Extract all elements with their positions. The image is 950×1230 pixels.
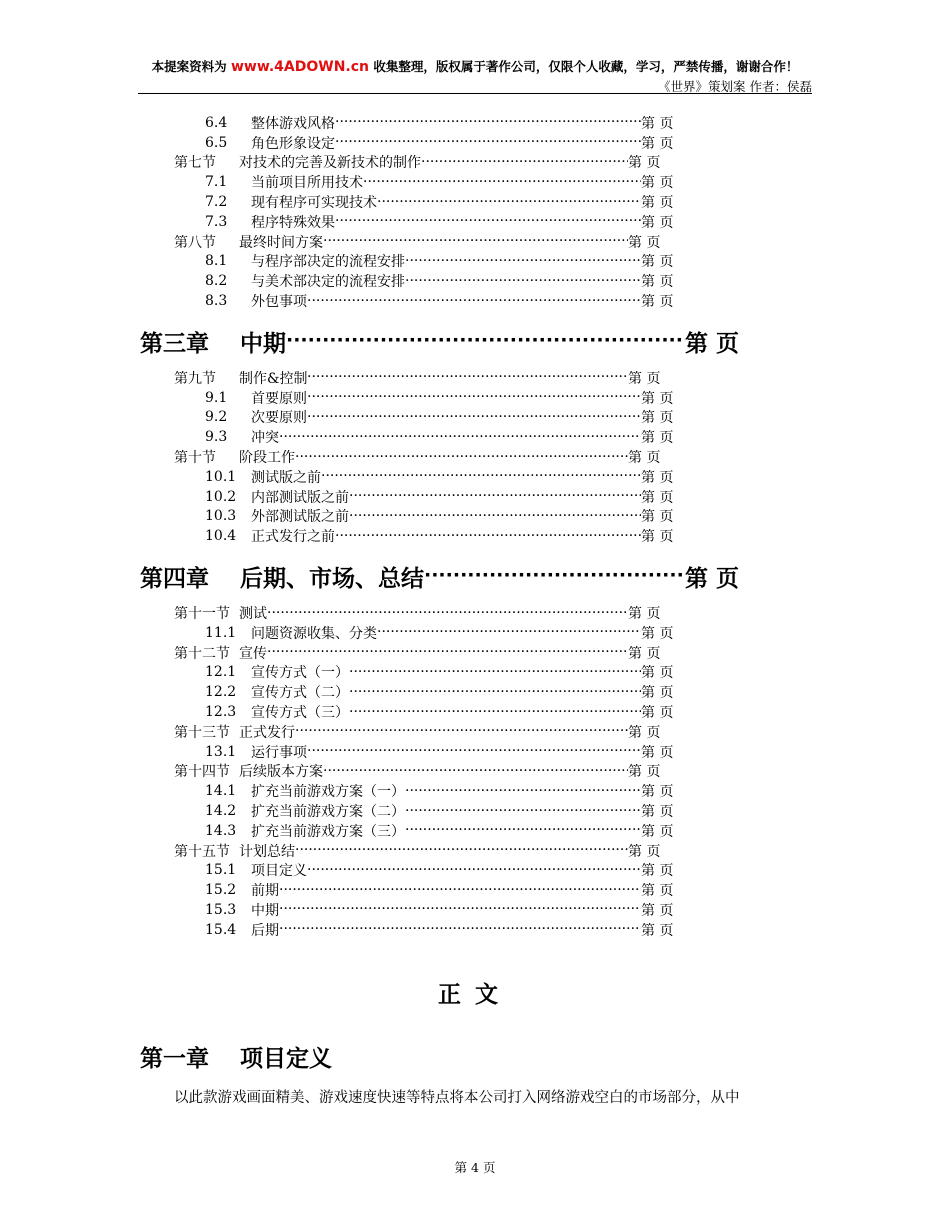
- toc-entry-title: 次要原则: [251, 410, 307, 427]
- toc-entry[interactable]: [0, 722, 950, 742]
- toc-entry-title: 测试版之前: [251, 469, 321, 486]
- toc-leader-dots: [377, 623, 641, 642]
- toc-entry-number: 8.1: [205, 253, 228, 270]
- toc-entry-title: 外部测试版之前: [251, 509, 349, 526]
- toc-entry[interactable]: [0, 467, 950, 487]
- toc-entry-title: 程序特殊效果: [251, 214, 335, 231]
- toc-entry[interactable]: [0, 113, 950, 133]
- toc-entry-number: 15.1: [205, 862, 237, 879]
- toc-entry-page: 第 页: [641, 902, 674, 919]
- toc-leader-dots: [335, 527, 641, 546]
- document-title: 《世界》策划案 作者：侯磊: [658, 79, 812, 94]
- toc-entry-title: 后续版本方案: [239, 764, 323, 781]
- toc-entry-page: 第 页: [628, 450, 661, 467]
- toc-entry[interactable]: [0, 172, 950, 192]
- toc-entry-page: 第 页: [641, 509, 674, 526]
- toc-entry[interactable]: [0, 252, 950, 272]
- toc-entry-title: 制作&控制: [239, 370, 308, 387]
- toc-entry[interactable]: [0, 920, 950, 940]
- toc-entry-number: 第十节: [174, 450, 216, 467]
- toc-entry-page: 第 页: [628, 155, 661, 172]
- toc-entry[interactable]: [0, 291, 950, 311]
- toc-entry-number: 第十三节: [174, 724, 230, 741]
- body-paragraph: 以此款游戏画面精美、游戏速度快速等特点将本公司打入网络游戏空白的市场部分，从中: [174, 1090, 740, 1106]
- toc-entry-page: 第 页: [628, 724, 661, 741]
- toc-leader-dots: [349, 703, 641, 722]
- toc-entry-number: 第十五节: [174, 843, 230, 860]
- toc-entry[interactable]: [0, 623, 950, 643]
- toc-entry-number: 15.3: [205, 901, 237, 918]
- toc-entry-page: 第 页: [641, 863, 674, 880]
- toc-entry-number: 8.3: [205, 293, 228, 310]
- toc-entry[interactable]: [0, 133, 950, 153]
- toc-entry[interactable]: [0, 603, 950, 623]
- toc-entry[interactable]: [0, 821, 950, 841]
- toc-entry[interactable]: [0, 271, 950, 291]
- toc-chapter-title: 后期、市场、总结: [240, 566, 424, 593]
- toc-leader-dots: [323, 232, 628, 251]
- toc-leader-dots: [349, 663, 641, 682]
- toc-entry-page: 第 页: [628, 843, 661, 860]
- toc-entry[interactable]: [0, 861, 950, 881]
- toc-entry-number: 6.4: [205, 114, 228, 131]
- toc-entry-page: 第 页: [628, 764, 661, 781]
- toc-entry-page: 第 页: [641, 705, 674, 722]
- toc-entry[interactable]: [0, 526, 950, 546]
- toc-entry-number: 14.1: [205, 783, 237, 800]
- toc-entry-number: 9.3: [205, 429, 228, 446]
- toc-entry[interactable]: [0, 487, 950, 507]
- toc-entry[interactable]: [0, 643, 950, 663]
- toc-leader-dots: [307, 742, 641, 761]
- toc-entry-number: 10.3: [205, 508, 237, 525]
- toc-leader-dots: [421, 153, 628, 172]
- toc-entry-page: 第 页: [628, 645, 661, 662]
- toc-entry[interactable]: [0, 408, 950, 428]
- toc-entry[interactable]: [0, 682, 950, 702]
- toc-entry-number: 7.3: [205, 213, 228, 230]
- toc-entry-page: 第 页: [641, 883, 674, 900]
- toc-leader-dots: [363, 173, 641, 192]
- toc-entry[interactable]: [0, 192, 950, 212]
- toc-entry-page: 第 页: [628, 606, 661, 623]
- toc-entry-page: 第 页: [641, 625, 674, 642]
- toc-entry-title: 角色形象设定: [251, 135, 335, 152]
- main-heading: 正文: [438, 982, 512, 1008]
- toc-leader-dots: [377, 193, 641, 212]
- toc-chapter-number: 第三章: [140, 330, 209, 357]
- toc-entry-number: 15.4: [205, 921, 237, 938]
- toc-entry-number: 9.1: [205, 389, 228, 406]
- toc-leader-dots: [307, 292, 641, 311]
- toc-entry-number: 13.1: [205, 743, 237, 760]
- toc-leader-dots: [335, 133, 641, 152]
- toc-entry-page: 第 页: [641, 175, 674, 192]
- toc-entry-title: 最终时间方案: [239, 234, 323, 251]
- toc-entry-title: 问题资源收集、分类: [251, 625, 377, 642]
- toc-entry-number: 15.2: [205, 882, 237, 899]
- toc-entry-page: 第 页: [641, 804, 674, 820]
- toc-entry[interactable]: [0, 663, 950, 683]
- toc-entry-page: 第 页: [641, 195, 674, 212]
- toc-entry[interactable]: [0, 388, 950, 408]
- toc-entry-title: 扩充当前游戏方案（一）: [251, 784, 405, 801]
- toc-leader-dots: [321, 467, 641, 486]
- toc-leader-dots: [307, 388, 641, 407]
- toc-entry-number: 12.1: [205, 664, 237, 681]
- toc-entry[interactable]: [0, 153, 950, 173]
- toc-entry-number: 8.2: [205, 273, 228, 290]
- toc-entry-title: 冲突: [251, 430, 279, 447]
- toc-entry-title: 后期: [251, 922, 279, 939]
- toc-leader-dots: [405, 272, 641, 291]
- toc-entry-page: 第 页: [641, 254, 674, 271]
- toc-leader-dots: [307, 408, 641, 427]
- toc-leader-dots: [279, 428, 641, 447]
- toc-entry-title: 对技术的完善及新技术的制作: [239, 155, 421, 172]
- toc-entry-page: 第 页: [641, 685, 674, 702]
- toc-leader-dots: [279, 900, 641, 919]
- toc-leader-dots: [349, 487, 641, 506]
- toc-entry-title: 测试: [239, 606, 267, 623]
- toc-entry-title: 整体游戏风格: [251, 115, 335, 132]
- toc-entry-title: 阶段工作: [239, 450, 295, 467]
- toc-chapter-page: 第 页: [685, 330, 740, 357]
- toc-entry-number: 7.1: [205, 174, 228, 191]
- toc-entry-number: 10.1: [205, 468, 237, 485]
- toc-entry-page: 第 页: [641, 665, 674, 682]
- toc-entry-number: 12.3: [205, 704, 237, 721]
- toc-entry-title: 与程序部决定的流程安排: [251, 254, 405, 271]
- toc-entry-number: 第九节: [174, 370, 216, 387]
- page-footer: 第 4 页: [454, 1160, 496, 1175]
- toc-entry-page: 第 页: [641, 823, 674, 840]
- toc-entry[interactable]: [0, 507, 950, 527]
- toc-entry[interactable]: [0, 368, 950, 388]
- toc-entry-page: 第 页: [641, 469, 674, 486]
- toc-entry-title: 扩充当前游戏方案（二）: [251, 804, 405, 820]
- toc-entry[interactable]: [0, 762, 950, 782]
- chapter-number: 第一章: [140, 1046, 209, 1072]
- toc-entry-page: 第 页: [641, 410, 674, 427]
- toc-entry[interactable]: [0, 742, 950, 762]
- toc-leader-dots: [335, 113, 641, 132]
- toc-entry-title: 与美术部决定的流程安排: [251, 274, 405, 291]
- toc-entry-page: 第 页: [641, 784, 674, 801]
- toc-leader-dots: [279, 920, 641, 939]
- toc-entry-title: 宣传方式（三）: [251, 705, 349, 722]
- toc-leader-dots: [279, 881, 641, 900]
- toc-entry[interactable]: [0, 841, 950, 861]
- toc-entry-title: 中期: [251, 902, 279, 919]
- page-header-notice: [0, 57, 950, 75]
- toc-entry-title: 宣传: [239, 645, 267, 662]
- notice-suffix: 收集整理，版权属于著作公司，仅限个人收藏，学习，严禁传播，谢谢合作！: [373, 59, 799, 74]
- toc-entry-page: 第 页: [641, 529, 674, 546]
- toc-entry-number: 14.3: [205, 822, 237, 839]
- toc-leader-dots: [405, 802, 641, 821]
- toc-leader-dots: [335, 212, 641, 231]
- toc-entry-number: 14.2: [205, 803, 237, 819]
- header-divider: [138, 93, 812, 94]
- toc-entry-page: 第 页: [641, 115, 674, 132]
- toc-chapter-entry[interactable]: [0, 546, 950, 603]
- table-of-contents: [0, 113, 950, 940]
- toc-entry-title: 首要原则: [251, 390, 307, 407]
- toc-entry-title: 宣传方式（二）: [251, 685, 349, 702]
- toc-entry-page: 第 页: [641, 744, 674, 761]
- toc-entry-title: 现有程序可实现技术: [251, 195, 377, 212]
- toc-leader-dots: [295, 448, 628, 467]
- toc-leader-dots: [405, 821, 641, 840]
- toc-leader-dots: [349, 507, 641, 526]
- toc-entry-number: 11.1: [205, 624, 237, 641]
- toc-entry-title: 内部测试版之前: [251, 489, 349, 506]
- chapter-title: 项目定义: [240, 1046, 332, 1072]
- toc-leader-dots: [424, 562, 685, 588]
- toc-entry[interactable]: [0, 900, 950, 920]
- toc-entry-number: 6.5: [205, 134, 228, 151]
- toc-entry-page: 第 页: [628, 234, 661, 251]
- toc-chapter-page: 第 页: [685, 566, 740, 593]
- toc-entry-title: 正式发行: [239, 724, 295, 741]
- toc-entry-number: 第八节: [174, 234, 216, 251]
- toc-entry[interactable]: [0, 781, 950, 801]
- toc-entry-number: 第十二节: [174, 645, 230, 662]
- toc-entry-number: 7.2: [205, 194, 228, 211]
- toc-entry-page: 第 页: [641, 214, 674, 231]
- toc-entry-title: 扩充当前游戏方案（三）: [251, 823, 405, 840]
- toc-entry-title: 项目定义: [251, 863, 307, 880]
- toc-entry-page: 第 页: [641, 274, 674, 291]
- toc-entry-number: 10.4: [205, 528, 237, 545]
- toc-entry[interactable]: [0, 212, 950, 232]
- toc-entry-title: 外包事项: [251, 294, 307, 311]
- toc-entry[interactable]: [0, 447, 950, 467]
- toc-entry-page: 第 页: [641, 430, 674, 447]
- toc-leader-dots: [307, 368, 628, 387]
- toc-entry-number: 第十四节: [174, 764, 230, 781]
- toc-entry[interactable]: [0, 427, 950, 447]
- toc-entry-title: 正式发行之前: [251, 529, 335, 546]
- toc-entry-number: 第十一节: [174, 606, 230, 623]
- chapter-heading: [140, 1040, 332, 1073]
- toc-leader-dots: [295, 722, 628, 741]
- toc-entry-title: 前期: [251, 883, 279, 900]
- toc-entry-number: 12.2: [205, 684, 237, 701]
- toc-leader-dots: [323, 762, 628, 781]
- toc-entry-number: 9.2: [205, 409, 228, 426]
- toc-chapter-number: 第四章: [140, 566, 209, 593]
- toc-entry-title: 当前项目所用技术: [251, 175, 363, 192]
- toc-chapter-entry[interactable]: [0, 311, 950, 368]
- toc-leader-dots: [295, 841, 628, 860]
- toc-entry-page: 第 页: [641, 135, 674, 152]
- toc-entry[interactable]: [0, 801, 950, 821]
- toc-entry-number: 10.2: [205, 488, 237, 505]
- toc-entry-page: 第 页: [641, 489, 674, 506]
- toc-leader-dots: [267, 604, 628, 623]
- toc-chapter-title: 中期: [240, 330, 286, 357]
- toc-leader-dots: [286, 327, 685, 353]
- site-link[interactable]: www.4ADOWN.cn: [230, 59, 370, 75]
- toc-entry-page: 第 页: [641, 390, 674, 407]
- toc-leader-dots: [405, 252, 641, 271]
- notice-prefix: 本提案资料为: [151, 59, 227, 74]
- toc-entry-title: 宣传方式（一）: [251, 665, 349, 682]
- toc-entry-page: 第 页: [628, 370, 661, 387]
- toc-entry-page: 第 页: [641, 294, 674, 311]
- toc-entry-title: 计划总结: [239, 843, 295, 860]
- toc-leader-dots: [267, 643, 628, 662]
- toc-entry[interactable]: [0, 702, 950, 722]
- toc-entry-number: 第七节: [174, 155, 216, 172]
- toc-leader-dots: [307, 861, 641, 880]
- toc-entry-page: 第 页: [641, 922, 674, 939]
- toc-leader-dots: [405, 782, 641, 801]
- toc-entry[interactable]: [0, 232, 950, 252]
- toc-leader-dots: [349, 683, 641, 702]
- toc-entry[interactable]: [0, 880, 950, 900]
- toc-entry-title: 运行事项: [251, 744, 307, 761]
